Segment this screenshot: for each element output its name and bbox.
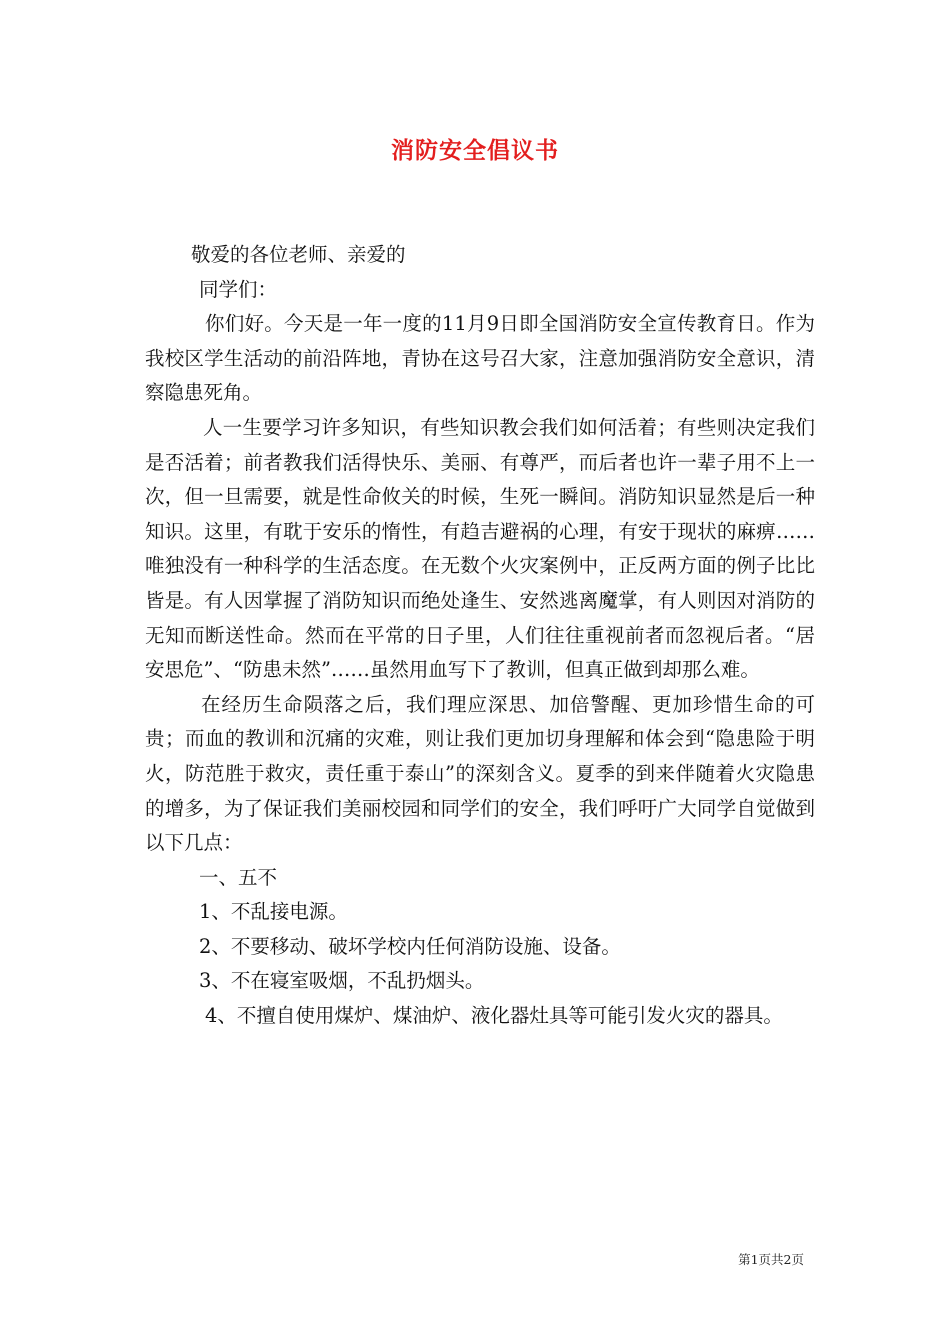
list-item: 3、不在寝室吸烟，不乱扔烟头。 [199, 969, 485, 993]
document-body [145, 238, 815, 1034]
page-number: 第1页共2页 [738, 1252, 804, 1267]
list-item: 4、不擅自使用煤炉、煤油炉、液化器灶具等可能引发火灾的器具。 [205, 1004, 783, 1028]
section-heading: 一、五不 [199, 865, 278, 889]
salutation-line-2: 同学们： [199, 277, 278, 301]
paragraph-greeting: 你们好。今天是一年一度的11月9日即全国消防安全宣传教育日。作为我校区学生活动的前沿阵地，青协在这号召大家，注意加强消防安全意识，清察隐患死角。 [145, 312, 815, 405]
paragraph-appeal: 在经历生命陨落之后，我们理应深思、加倍警醒、更加珍惜生命的可贵；而血的教训和沉痛的灾难，则让我们更加切身理解和体会到“隐患险于明火，防范胜于救灾，责任重于泰山”的深刻含义。夏季的到来伴随着火灾隐患的增多，为了保证我们美丽校园和同学们的安全，我们呼吁广大同学自觉做到以下几点： [145, 692, 815, 855]
salutation-line-1: 敬爱的各位老师、亲爱的 [191, 243, 406, 266]
list-item: 2、不要移动、破坏学校内任何消防设施、设备。 [199, 934, 621, 958]
document-title: 消防安全倡议书 [391, 137, 559, 164]
paragraph-knowledge: 人一生要学习许多知识，有些知识教会我们如何活着；有些则决定我们是否活着；前者教我们活得快乐、美丽、有尊严，而后者也许一辈子用不上一次，但一旦需要，就是性命攸关的时候，生死一瞬间。消防知识显然是后一种知识。这里，有耽于安乐的惰性，有趋吉避祸的心理，有安于现状的麻痹……唯独没有一种科学的生活态度。在无数个火灾案例中，正反两方面的例子比比皆是。有人因掌握了消防知识而绝处逢生、安然逃离魔掌，有人则因对消防的无知而断送性命。然而在平常的日子里，人们往往重视前者而忽视后者。“居安思危”、“防患未然”……虽然用血写下了教训，但真正做到却那么难。 [145, 415, 815, 682]
list-item: 1、不乱接电源。 [199, 900, 348, 924]
